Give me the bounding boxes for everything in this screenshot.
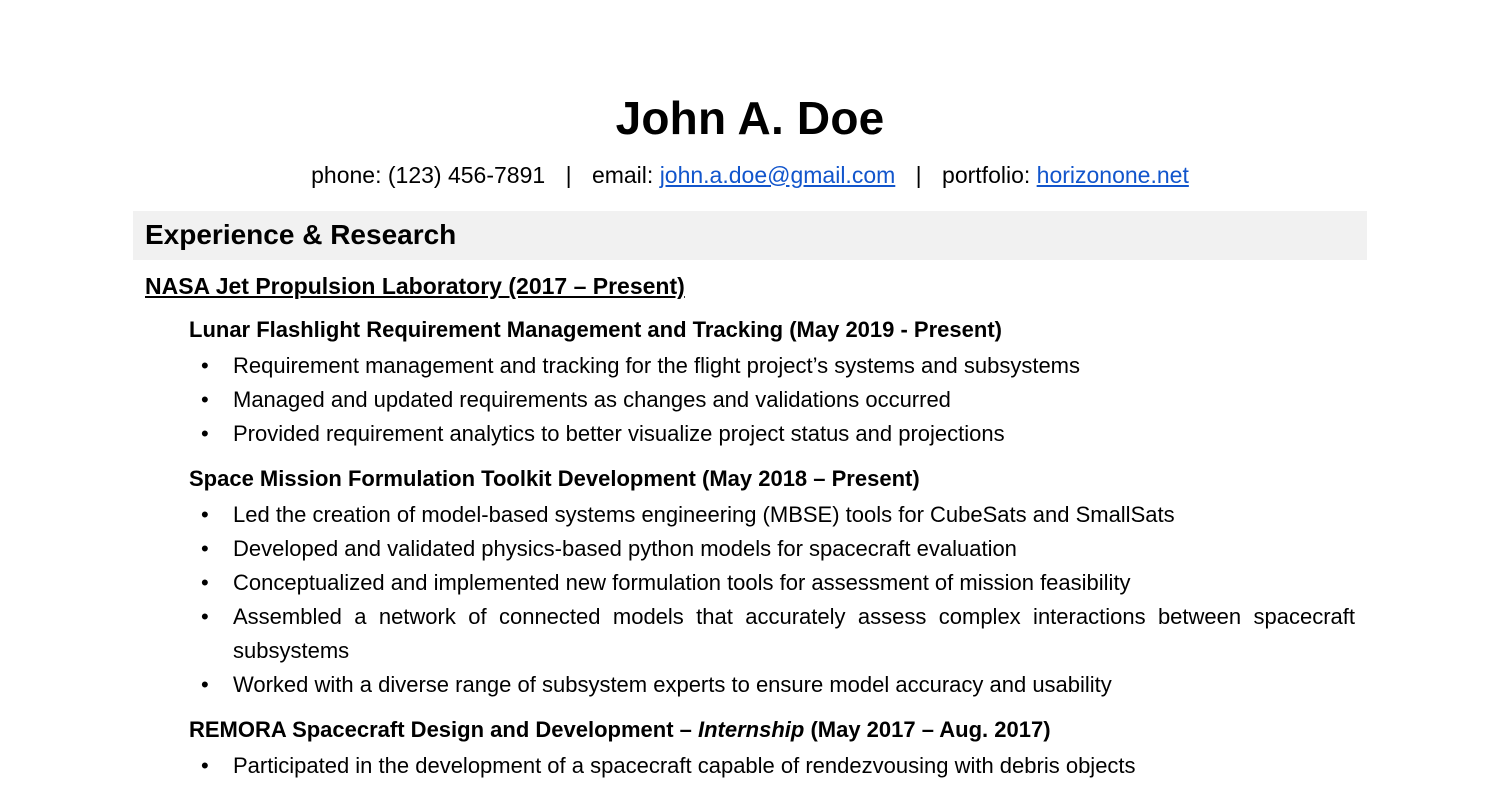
portfolio-label: portfolio: xyxy=(942,161,1031,188)
contact-line xyxy=(133,162,1367,190)
contact-separator-2: | xyxy=(915,161,922,188)
list-item: • Provided requirement analytics to better visualize project status and projections xyxy=(133,417,1367,451)
role-bullets-3 xyxy=(133,749,1367,783)
list-item: • Led the creation of model-based systems engineering (MBSE) tools for CubeSats and SmallSats xyxy=(133,498,1367,532)
role-title-3 xyxy=(133,716,1367,745)
employer-name: NASA Jet Propulsion Laboratory (2017 – Present) xyxy=(145,273,685,300)
role-title-2: Space Mission Formulation Toolkit Development (May 2018 – Present) xyxy=(189,465,920,491)
role-bullets-2 xyxy=(133,498,1367,703)
list-item: • Worked with a diverse range of subsystem experts to ensure model accuracy and usability xyxy=(133,668,1367,702)
list-item: • Participated in the development of a spacecraft capable of rendezvousing with debris objects xyxy=(133,749,1367,783)
section-header-experience: Experience & Research xyxy=(133,211,1367,260)
email-link[interactable]: john.a.doe@gmail.com xyxy=(659,161,896,188)
page-title: John A. Doe xyxy=(615,92,885,144)
list-item: • Managed and updated requirements as changes and validations occurred xyxy=(133,383,1367,417)
list-item: • Assembled a network of connected models that accurately assess complex interactions between spacecraft subsystems xyxy=(133,600,1367,668)
role-title-3-prefix: REMORA Spacecraft Design and Development – xyxy=(189,717,698,743)
email-label: email: xyxy=(591,161,654,188)
list-item: • Conceptualized and implemented new formulation tools for assessment of mission feasibility xyxy=(133,566,1367,600)
contact-separator-1: | xyxy=(565,161,572,188)
phone-text: phone: (123) 456-7891 xyxy=(311,161,546,188)
list-item: • Developed and validated physics-based python models for spacecraft evaluation xyxy=(133,532,1367,566)
role-title-3-suffix: (May 2017 – Aug. 2017) xyxy=(804,717,1051,743)
role-title-1: Lunar Flashlight Requirement Management and Tracking (May 2019 - Present) xyxy=(189,317,1002,343)
role-title-3-italic: Internship xyxy=(697,717,805,743)
portfolio-link[interactable]: horizonone.net xyxy=(1036,161,1189,188)
role-bullets-1 xyxy=(133,349,1367,451)
list-item: • Requirement management and tracking for the flight project’s systems and subsystems xyxy=(133,349,1367,383)
